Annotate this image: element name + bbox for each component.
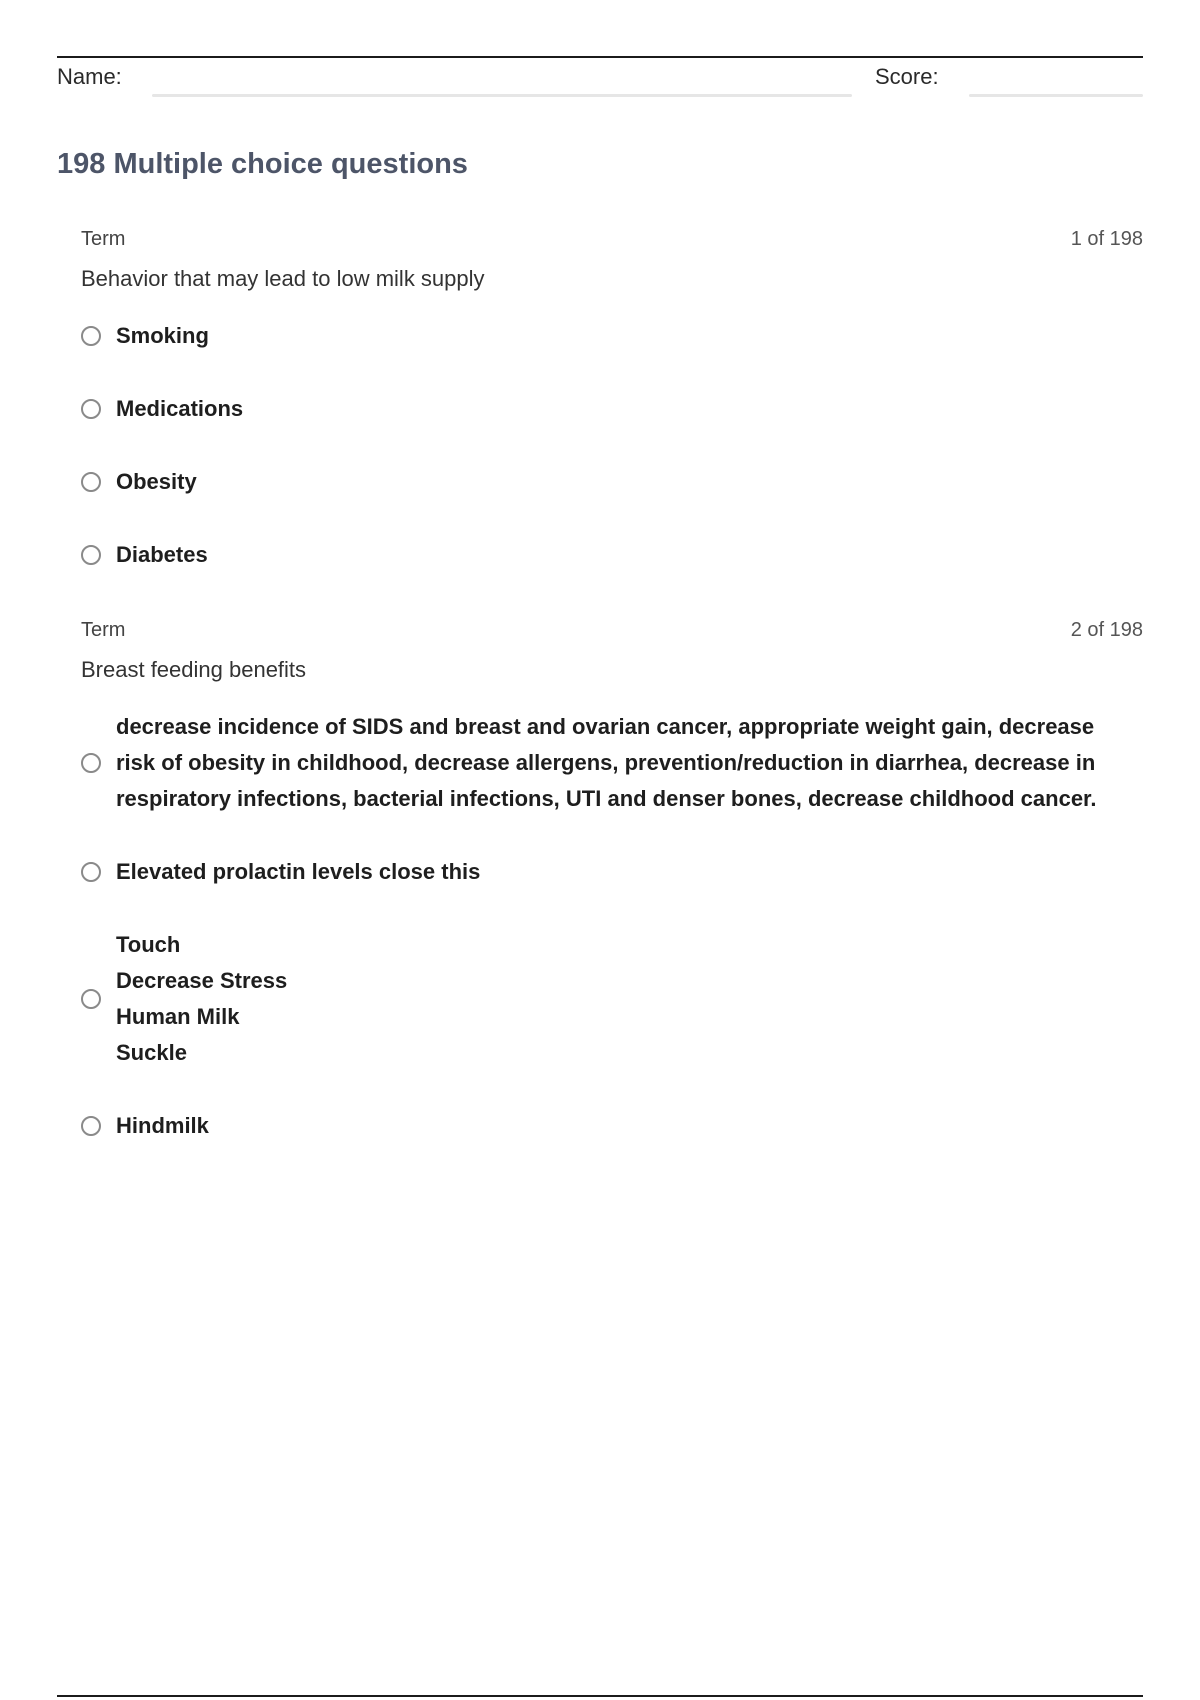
answer-option-label: Smoking	[116, 323, 209, 348]
answer-option-label: decrease incidence of SIDS and breast and ovarian cancer, appropriate weight gain, decrease risk of obesity in childhood, decrease allergens, prevention/reduction in diarrhea, decrease in respiratory infections, bacterial infections, UTI and denser bones, decrease childhood cancer.	[116, 714, 1097, 811]
question-counter: 1 of 198	[1070, 228, 1143, 250]
radio-button[interactable]	[81, 472, 101, 492]
answer-option[interactable]	[81, 709, 1143, 817]
answer-option[interactable]	[81, 537, 1143, 573]
score-label: Score:	[875, 64, 939, 89]
answer-option-label: Touch Decrease Stress Human Milk Suckle	[116, 932, 288, 1065]
answer-option-label: Diabetes	[116, 542, 208, 567]
page-title: 198 Multiple choice questions	[57, 148, 468, 180]
bottom-rule	[57, 1695, 1143, 1697]
question-counter: 2 of 198	[1070, 619, 1143, 641]
answer-option-label: Hindmilk	[116, 1113, 209, 1138]
score-field[interactable]	[969, 94, 1143, 97]
radio-button[interactable]	[81, 545, 101, 565]
name-field[interactable]	[152, 94, 852, 97]
header-row	[57, 64, 1143, 100]
question-type-label: Term	[81, 228, 126, 250]
answer-option-label: Obesity	[116, 469, 197, 494]
radio-button[interactable]	[81, 1116, 101, 1136]
radio-button[interactable]	[81, 753, 101, 773]
radio-button[interactable]	[81, 326, 101, 346]
question-type-label: Term	[81, 619, 126, 641]
answer-option[interactable]	[81, 318, 1143, 354]
answer-option-label: Elevated prolactin levels close this	[116, 859, 481, 884]
answer-option-label: Medications	[116, 396, 244, 421]
question-2	[81, 619, 1143, 1181]
answer-option[interactable]	[81, 927, 1143, 1071]
radio-button[interactable]	[81, 989, 101, 1009]
question-prompt: Behavior that may lead to low milk supply	[81, 266, 485, 291]
question-1	[81, 228, 1143, 610]
answer-option[interactable]	[81, 1108, 1143, 1144]
answer-option[interactable]	[81, 391, 1143, 427]
question-prompt: Breast feeding benefits	[81, 657, 307, 682]
answer-option[interactable]	[81, 854, 1143, 890]
top-rule	[57, 56, 1143, 58]
radio-button[interactable]	[81, 862, 101, 882]
answer-option[interactable]	[81, 464, 1143, 500]
name-label: Name:	[57, 64, 122, 89]
radio-button[interactable]	[81, 399, 101, 419]
answer-options	[81, 318, 1143, 573]
answer-options	[81, 709, 1143, 1144]
